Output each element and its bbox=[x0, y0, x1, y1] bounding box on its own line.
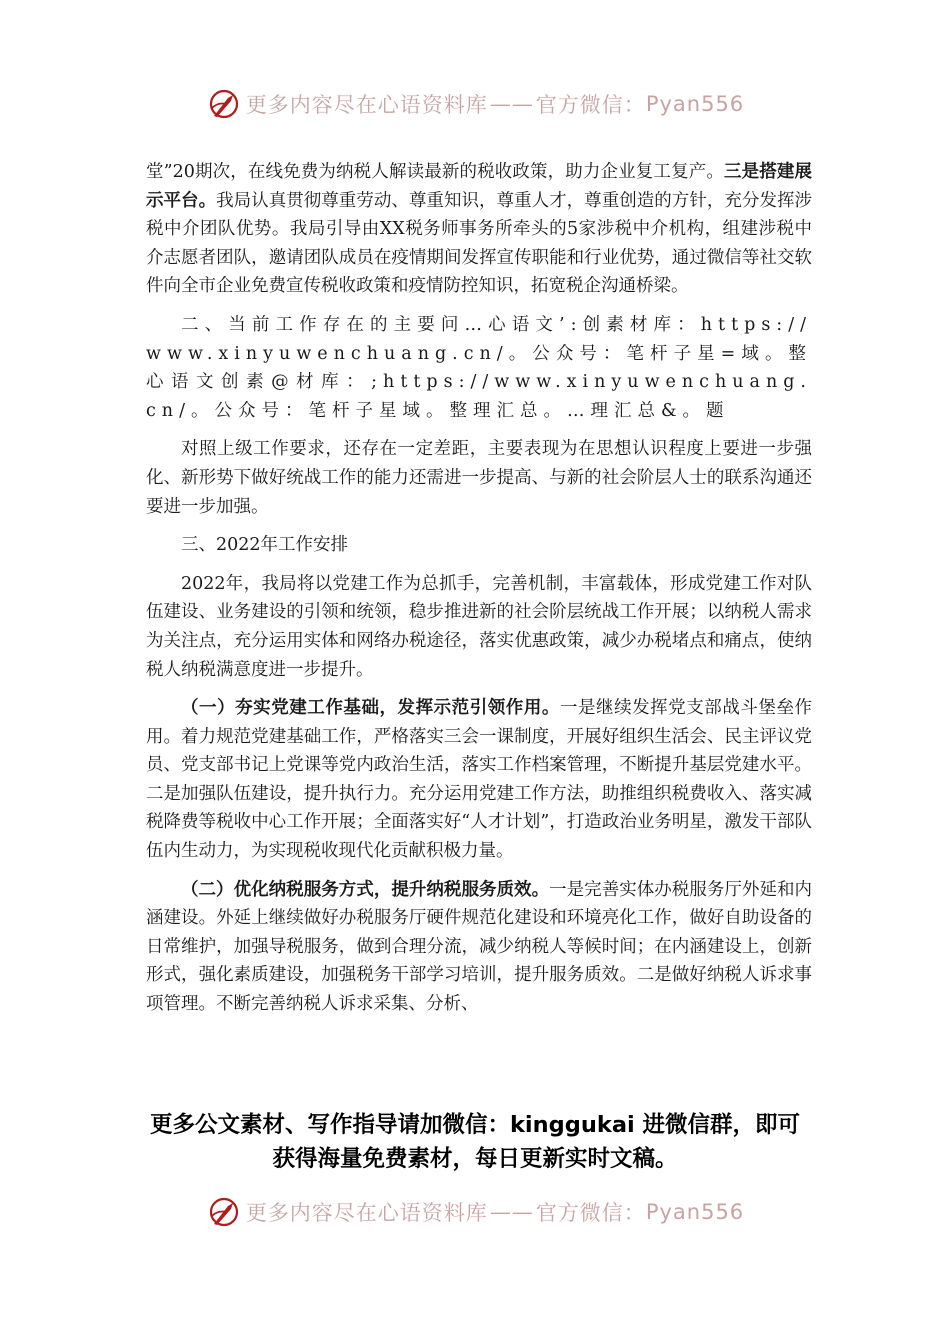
paragraph-plan: 2022年，我局将以党建工作为总抓手，完善机制，丰富载体，形成党建工作对队伍建设、业务建设的引领和统领，稳步推进新的社会阶层统战工作开展；以纳税人需求为关注点，充分运用实体和网络办税途径，落实优惠政策，减少办税堵点和痛点，使纳税人纳税满意度进一步提升。 bbox=[146, 573, 812, 680]
document-body bbox=[146, 158, 812, 1029]
section-heading-2: 二、当前工作存在的主要问…心语文’:创素材库：https://www.xinyuwenchuang.cn/。公众号：笔杆子星=域。整心语文创素@材库：;https://www.xinyuwenchuang.cn/。公众号：笔杆子星域。整理汇总。…理汇总&。题 bbox=[146, 314, 812, 421]
pen-nib-logo-icon bbox=[206, 1194, 242, 1230]
banner-official: 官方微信： bbox=[535, 1201, 646, 1225]
pen-nib-logo-icon bbox=[206, 86, 242, 122]
banner-dash: —— bbox=[489, 1200, 534, 1224]
paragraph-continued bbox=[146, 158, 812, 301]
paragraph-text: 一是继续发挥党支部战斗堡垒作用。着力规范党建基础工作，严格落实三会一课制度，开展好组织生活会、民主评议党员、党支部书记上党课等党内政治生活，落实工作档案管理，不断提升基层党建水平。二是加强队伍建设，提升执行力。充分运用党建工作方法，助推组织税费收入、落实减税降费等税收中心工作开展；全面落实好“人才计划”，打造政治业务明星，激发干部队伍内生动力，为实现税收现代化贡献积极力量。 bbox=[146, 698, 813, 862]
paragraph-tax-service bbox=[146, 876, 812, 1019]
paragraph-text: 我局认真贯彻尊重劳动、尊重知识，尊重人才，尊重创造的方针，充分发挥涉税中介团队优势。我局引导由XX税务师事务所牵头的5家涉税中介机构，组建涉税中介志愿者团队，邀请团队成员在疫情期间发挥宣传职能和行业优势，通过微信等社交软件向全市企业免费宣传税收政策和疫情防控知识，拓宽税企沟通桥梁。 bbox=[146, 190, 812, 297]
header-banner bbox=[0, 82, 950, 126]
paragraph-party-building bbox=[146, 694, 812, 866]
banner-dash: —— bbox=[489, 92, 534, 116]
banner-official: 官方微信： bbox=[535, 93, 646, 117]
banner-text: 更多内容尽在心语资料库 bbox=[245, 93, 488, 117]
banner-wechat-id: Pyan556 bbox=[645, 92, 745, 116]
paragraph-text: 一是完善实体办税服务厅外延和内涵建设。外延上继续做好办税服务厅硬件规范化建设和环境亮化工作，做好自助设备的日常维护，加强导税服务，做到合理分流，减少纳税人等候时间；在内涵建设上，创新形式，强化素质建设，加强税务干部学习培训，提升服务质效。二是做好纳税人诉求事项管理。不断完善纳税人诉求采集、分析、 bbox=[146, 879, 813, 1015]
promo-notice bbox=[0, 1108, 950, 1176]
promo-line-1: 更多公文素材、写作指导请加微信：kinggukai 进微信群，即可 bbox=[149, 1112, 801, 1138]
section-heading-3: 三、2022年工作安排 bbox=[181, 535, 349, 556]
subheading-1: （一）夯实党建工作基础，发挥示范引领作用。 bbox=[181, 698, 560, 719]
paragraph-bold-lead: 三是搭建展示平台。 bbox=[146, 162, 812, 211]
banner-text: 更多内容尽在心语资料库 bbox=[245, 1201, 488, 1225]
paragraph-text: 堂”20期次，在线免费为纳税人解读最新的税收政策，助力企业复工复产。 bbox=[146, 162, 724, 182]
subheading-2: （二）优化纳税服务方式，提升纳税服务质效。 bbox=[181, 879, 550, 900]
promo-line-2: 获得海量免费素材，每日更新实时文稿。 bbox=[272, 1146, 678, 1172]
footer-banner bbox=[0, 1190, 950, 1234]
paragraph-problems: 对照上级工作要求，还存在一定差距，主要表现为在思想认识程度上要进一步强化、新形势下做好统战工作的能力还需进一步提高、与新的社会阶层人士的联系沟通还要进一步加强。 bbox=[146, 439, 812, 517]
banner-wechat-id: Pyan556 bbox=[645, 1200, 745, 1224]
